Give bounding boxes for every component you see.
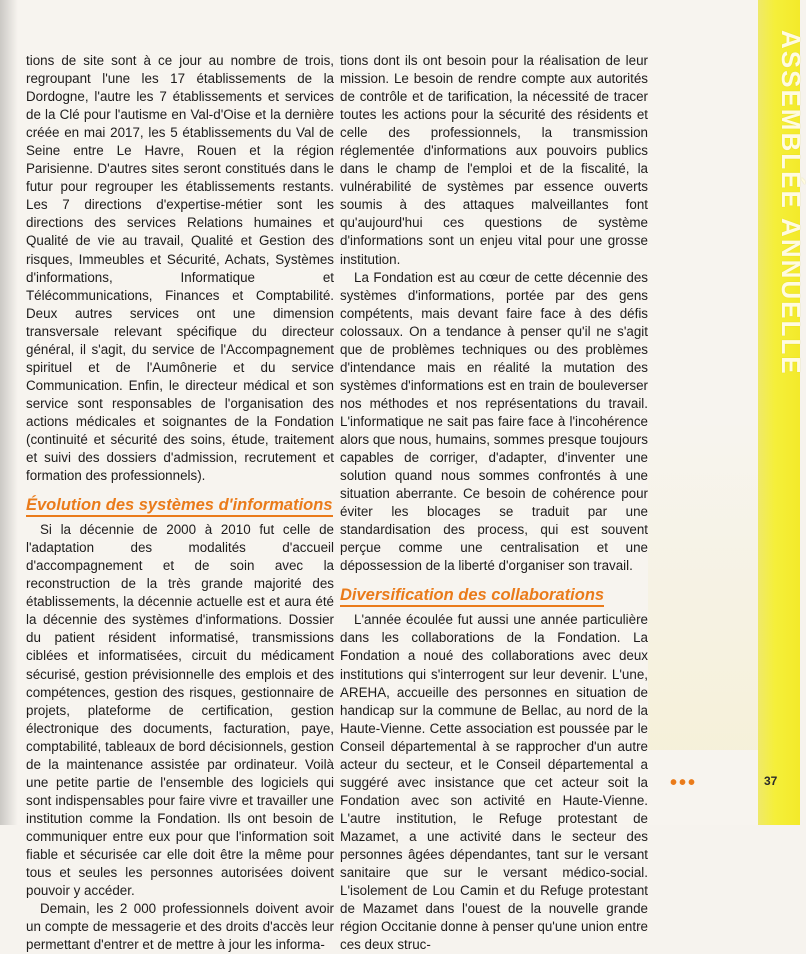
ornament-dots: ••• bbox=[670, 772, 698, 794]
right-paragraph-2: La Fondation est au cœur de cette décennie des systèmes d'informations, portée par des gens compétents, mais devant faire face à des défis colossaux. On a tendance à penser qu'il ne s'agit que de problèmes techniques ou des problèmes d'intendance mais en réalité la mutation des systèmes d'informations est en train de bouleverser nos méthodes et nos représentations du travail. L'informatique ne sait pas faire face à l'incohérence alors que nous, humains, sommes presque toujours capables de corriger, d'adapter, d'inventer une solution quand nous sommes confrontés à une situation aberrante. Ce besoin de cohérence pour éviter les blocages se traduit par une standardisation des process, qui est souvent perçue comme une centralisation et une dépossession de la liberté d'organiser son travail. bbox=[340, 269, 648, 574]
left-paragraph-3: Demain, les 2 000 professionnels doivent avoir un compte de messagerie et des droits d'accès leur permettant d'entrer et de mettre à jour les informa- bbox=[26, 901, 334, 953]
right-paragraph-3: L'année écoulée fut aussi une année particulière dans les collaborations de la Fondation. La Fondation a noué des collaborations avec deux institutions qui s'interrogent sur leur devenir. L'une, AREHA, accueille des personnes en situation de handicap sur la commune de Bellac, au nord de la Haute-Vienne. Cette association est poussée par le Conseil départemental à se rapprocher d'un autre acteur du secteur, et le Conseil départemental a suggéré avec insistance que cet acteur soit la Fondation avec son activité en Haute-Vienne. L'autre institution, le Refuge protestant de Mazamet, a une activité dans le secteur des personnes âgées dépendantes, tant sur le versant sanitaire que sur le versant médico-social. L'isolement de Lou Camin et du Refuge protestant de Mazamet dans l'ouest de la nouvelle grande région Occitanie donne à penser qu'une union entre ces deux struc- bbox=[340, 612, 648, 953]
left-column bbox=[26, 52, 334, 954]
right-column bbox=[340, 52, 648, 954]
side-banner-text: ASSEMBLÉE ANNUELLE bbox=[776, 30, 806, 376]
left-paragraph-2: Si la décennie de 2000 à 2010 fut celle de l'adaptation des modalités d'accueil d'accompagnement et de soin avec la reconstruction de la très grande majorité des établissements, la décennie actuelle est et aura été la décennie des systèmes d'informations. Dossier du patient résident informatisé, transmissions ciblées et informatisées, circuit du médicament sécurisé, gestion prévisionnelle des emplois et des compétences, gestion des risques, gestionnaire de projets, plateforme de certification, gestion électronique des documents, facturation, paye, comptabilité, tableaux de bord décisionnels, gestion de la maintenance assistée par ordinateur. Voilà une petite partie de l'ensemble des logiciels qui sont indispensables pour faire vivre et travailler une institution comme la Fondation. Ils ont besoin de communiquer entre eux pour que l'information soit fiable et sécurisée car elle doit être la même pour tous et seules les personnes autorisées doivent pouvoir y accéder. bbox=[26, 522, 334, 899]
side-banner bbox=[758, 0, 806, 825]
section-heading-evolution: Évolution des systèmes d'informations bbox=[26, 495, 333, 517]
left-paragraph-1: tions de site sont à ce jour au nombre de trois, regroupant l'une les 17 établissements de la Dordogne, l'autre les 7 établissements et services de la Clé pour l'autisme en Val-d'Oise et la dernière créée en mai 2017, les 5 établissements du Val de Seine entre Le Havre, Rouen et la région Parisienne. D'autres sites seront constitués dans le futur pour regrouper les établissements restants. Les 7 directions d'expertise-métier sont les directions des services Relations humaines et Qualité de vie au travail, Qualité et Gestion des risques, Immeubles et Sécurité, Achats, Systèmes d'informations, Informatique et Télécommunications, Finances et Comptabilité. Deux autres services ont une dimension transversale relevant spécifique du directeur général, il s'agit, du service de l'Accompagnement spirituel et de l'Aumônerie et du service Communication. Enfin, le directeur médical et son service sont responsables de l'organisation des actions médicales et soignantes de la Fondation (continuité et sécurité des soins, étude, traitement et suivi des dossiers d'admission, recrutement et formation des professionnels). bbox=[26, 53, 334, 484]
bleed-through-area bbox=[648, 420, 758, 750]
right-paragraph-1: tions dont ils ont besoin pour la réalisation de leur mission. Le besoin de rendre compte aux autorités de contrôle et de tarification, la nécessité de tracer toutes les actions pour la sécurité des résidents et celle des professionnels, la transmission réglementée d'informations aux pouvoirs publics dans le champ de l'emploi et de la fiscalité, la vulnérabilité de systèmes par essence ouverts soumis à des attaques malveillantes font qu'aujourd'hui ces questions de système d'informations sont un enjeu vital pour une grosse institution. bbox=[340, 53, 648, 267]
binding-shadow bbox=[0, 0, 18, 825]
page-number: 37 bbox=[764, 774, 778, 788]
section-heading-diversification: Diversification des collaborations bbox=[340, 585, 604, 607]
